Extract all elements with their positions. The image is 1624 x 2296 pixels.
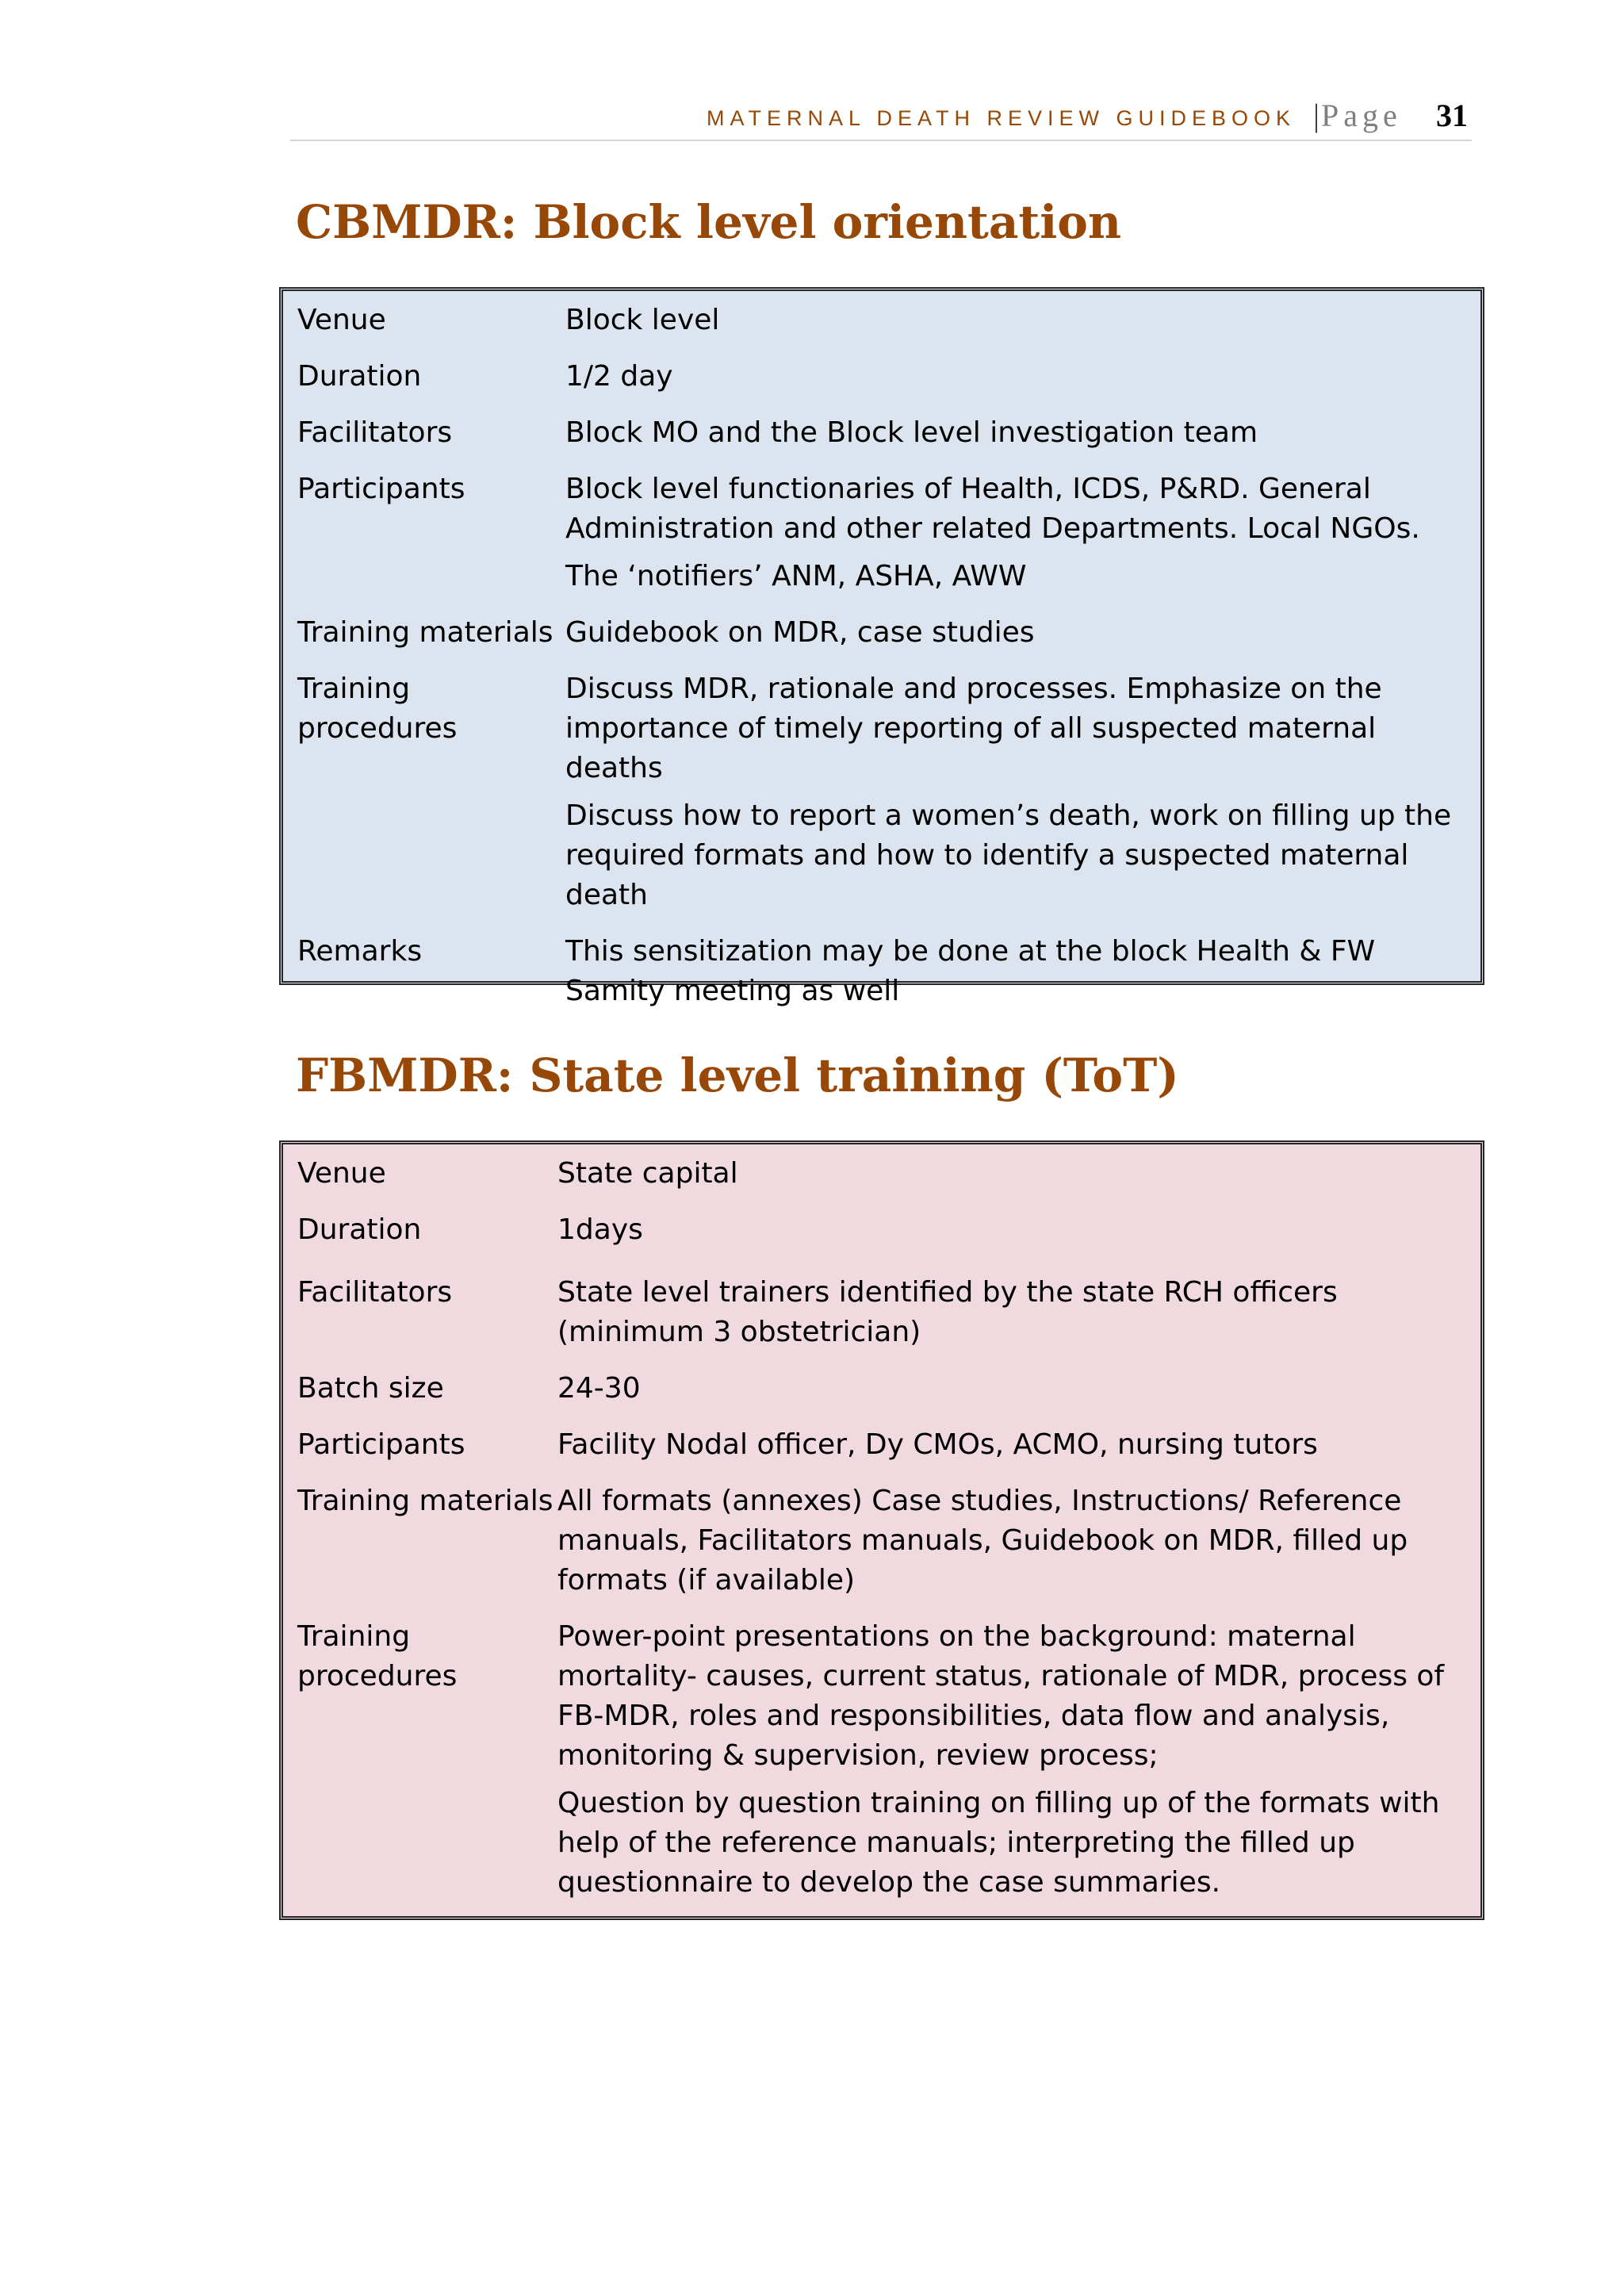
value-paragraph: This sensitization may be done at the block Health & FW Samity meeting as well bbox=[565, 935, 1376, 1007]
row-value bbox=[557, 1425, 1463, 1481]
table-row bbox=[297, 1267, 1463, 1369]
row-value bbox=[565, 613, 1463, 669]
row-value bbox=[565, 357, 1463, 413]
row-value bbox=[557, 1617, 1463, 1919]
table-row bbox=[297, 1154, 1463, 1210]
table-row bbox=[297, 301, 1463, 357]
section-title-fbmdr: FBMDR: State level training (ToT) bbox=[296, 1048, 1179, 1102]
table-row bbox=[297, 1481, 1463, 1617]
row-label: Facilitators bbox=[297, 1276, 453, 1309]
row-label: Remarks bbox=[297, 935, 423, 968]
row-value bbox=[557, 1154, 1463, 1210]
row-label: Participants bbox=[297, 1428, 465, 1461]
guidebook-title: MATERNAL DEATH REVIEW GUIDEBOOK bbox=[707, 106, 1297, 130]
table-row bbox=[297, 470, 1463, 613]
row-value bbox=[565, 932, 1463, 1028]
row-label: Duration bbox=[297, 360, 422, 393]
page-header bbox=[290, 95, 1472, 141]
value-paragraph: Block level bbox=[565, 304, 720, 336]
fbmdr-info-box bbox=[279, 1140, 1484, 1920]
page-separator: | bbox=[1313, 98, 1322, 133]
value-paragraph: Discuss MDR, rationale and processes. Emphasize on the importance of timely reporting of all suspected maternal deaths bbox=[565, 673, 1382, 784]
value-paragraph: State level trainers identified by the state RCH officers (minimum 3 obstetrician) bbox=[557, 1276, 1338, 1348]
cbmdr-table bbox=[297, 301, 1463, 1028]
value-paragraph: Facility Nodal officer, Dy CMOs, ACMO, nursing tutors bbox=[557, 1428, 1318, 1461]
table-row bbox=[297, 413, 1463, 470]
fbmdr-table bbox=[297, 1154, 1463, 1919]
table-row bbox=[297, 357, 1463, 413]
value-paragraph: All formats (annexes) Case studies, Instructions/ Reference manuals, Facilitators manuals, Guidebook on MDR, filled up formats (if available) bbox=[557, 1485, 1408, 1596]
row-value bbox=[565, 470, 1463, 613]
value-paragraph: 1/2 day bbox=[565, 360, 673, 393]
row-label: Training procedures bbox=[297, 1620, 458, 1692]
table-row bbox=[297, 932, 1463, 1028]
row-value bbox=[565, 413, 1463, 470]
row-label: Training procedures bbox=[297, 673, 458, 745]
value-paragraph: Discuss how to report a women’s death, work on filling up the required formats and how to identify a suspected maternal death bbox=[565, 799, 1452, 911]
row-value bbox=[557, 1481, 1463, 1617]
row-label: Training materials bbox=[297, 1485, 553, 1517]
table-row bbox=[297, 1425, 1463, 1481]
table-row bbox=[297, 1210, 1463, 1267]
cbmdr-info-box bbox=[279, 287, 1484, 1007]
value-paragraph: Power-point presentations on the background: maternal mortality- causes, current status, rationale of MDR, process of FB-MDR, roles and responsibilities, data flow and analysis, monitoring & supervision, review process; bbox=[557, 1620, 1445, 1772]
value-paragraph: Guidebook on MDR, case studies bbox=[565, 616, 1035, 649]
row-label: Venue bbox=[297, 304, 386, 336]
row-value bbox=[557, 1267, 1463, 1369]
value-paragraph: Question by question training on filling up of the formats with help of the reference manuals; interpreting the filled up questionnaire to develop the case summaries. bbox=[557, 1787, 1440, 1899]
row-label: Duration bbox=[297, 1213, 422, 1246]
row-value bbox=[557, 1210, 1463, 1267]
table-row bbox=[297, 1617, 1463, 1919]
value-paragraph: State capital bbox=[557, 1157, 738, 1190]
value-paragraph: The ‘notifiers’ ANM, ASHA, AWW bbox=[565, 560, 1027, 592]
table-row bbox=[297, 669, 1463, 932]
row-label: Participants bbox=[297, 473, 465, 505]
value-paragraph: Block MO and the Block level investigation team bbox=[565, 416, 1258, 449]
page-label bbox=[1313, 97, 1402, 134]
value-paragraph: 1days bbox=[557, 1213, 643, 1246]
section-title-cbmdr: CBMDR: Block level orientation bbox=[296, 195, 1122, 249]
row-value bbox=[557, 1369, 1463, 1425]
table-row bbox=[297, 613, 1463, 669]
page-number: 31 bbox=[1436, 98, 1468, 133]
value-paragraph: 24-30 bbox=[557, 1372, 641, 1405]
row-label: Venue bbox=[297, 1157, 386, 1190]
row-value bbox=[565, 669, 1463, 932]
table-row bbox=[297, 1369, 1463, 1425]
row-value bbox=[565, 301, 1463, 357]
row-label: Training materials bbox=[297, 616, 553, 649]
row-label: Facilitators bbox=[297, 416, 453, 449]
page-word: Page bbox=[1321, 98, 1402, 133]
row-label: Batch size bbox=[297, 1372, 444, 1405]
value-paragraph: Block level functionaries of Health, ICDS, P&RD. General Administration and other related Departments. Local NGOs. bbox=[565, 473, 1420, 545]
